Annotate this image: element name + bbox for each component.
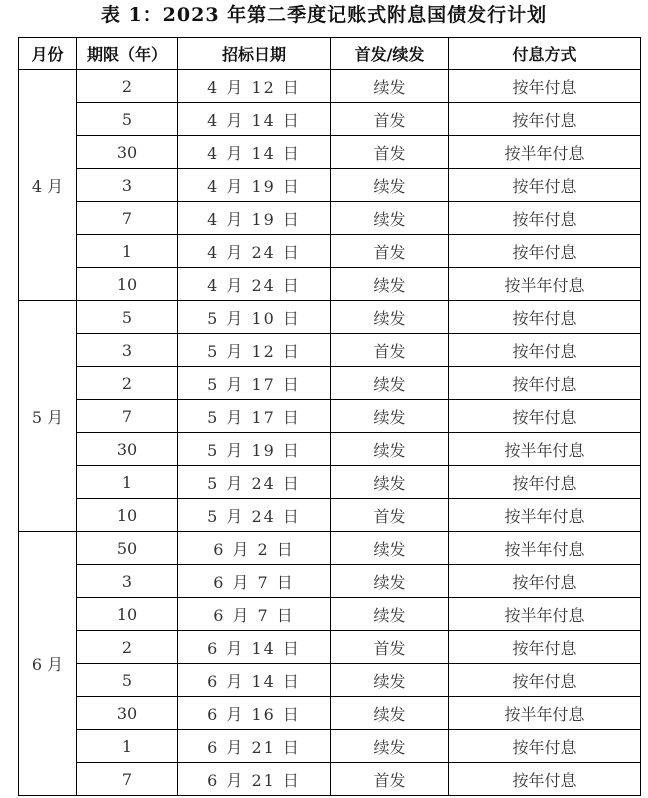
table-row [19,400,641,433]
term-cell: 1 [77,730,178,763]
table-title: 表 1：2023 年第二季度记账式附息国债发行计划 [100,4,548,26]
interest-method-cell: 按年付息 [449,70,641,103]
interest-method-cell: 按年付息 [449,631,641,664]
interest-method-cell: 按年付息 [449,730,641,763]
issue-type-cell: 续发 [331,169,449,202]
interest-method-cell: 按年付息 [449,301,641,334]
interest-method-cell: 按年付息 [449,400,641,433]
auction-date-cell: 5 月 10 日 [178,301,331,334]
interest-method-cell: 按半年付息 [449,433,641,466]
issue-type-cell: 续发 [331,202,449,235]
header-row [19,38,641,70]
table-row [19,202,641,235]
table-row [19,268,641,301]
term-cell: 2 [77,367,178,400]
table-row [19,499,641,532]
interest-method-cell: 按年付息 [449,664,641,697]
term-cell: 2 [77,70,178,103]
interest-method-cell: 按半年付息 [449,268,641,301]
table-row [19,70,641,103]
auction-date-cell: 4 月 12 日 [178,70,331,103]
issue-type-cell: 续发 [331,70,449,103]
auction-date-cell: 5 月 17 日 [178,400,331,433]
issue-type-cell: 续发 [331,664,449,697]
table-row [19,301,641,334]
table-row [19,697,641,730]
issue-type-cell: 续发 [331,268,449,301]
auction-date-cell: 6 月 21 日 [178,763,331,796]
interest-method-cell: 按年付息 [449,235,641,268]
auction-date-cell: 6 月 14 日 [178,631,331,664]
month-cell: 5 月 [19,301,77,532]
month-cell: 4 月 [19,70,77,301]
term-cell: 5 [77,301,178,334]
term-cell: 2 [77,631,178,664]
issue-type-cell: 首发 [331,136,449,169]
auction-date-cell: 6 月 2 日 [178,532,331,565]
interest-method-cell: 按半年付息 [449,532,641,565]
table-row [19,367,641,400]
interest-method-cell: 按年付息 [449,103,641,136]
issue-type-cell: 续发 [331,301,449,334]
table-row [19,103,641,136]
interest-method-cell: 按年付息 [449,565,641,598]
issue-type-cell: 首发 [331,235,449,268]
table-row [19,235,641,268]
term-cell: 3 [77,334,178,367]
issue-type-cell: 续发 [331,730,449,763]
table-row [19,763,641,796]
header-interest-method: 付息方式 [449,38,641,70]
interest-method-cell: 按半年付息 [449,499,641,532]
table-row [19,664,641,697]
interest-method-cell: 按半年付息 [449,697,641,730]
issue-type-cell: 续发 [331,697,449,730]
term-cell: 3 [77,565,178,598]
table-row [19,730,641,763]
issue-type-cell: 续发 [331,367,449,400]
term-cell: 7 [77,202,178,235]
term-cell: 7 [77,763,178,796]
interest-method-cell: 按半年付息 [449,136,641,169]
table-row [19,565,641,598]
auction-date-cell: 6 月 7 日 [178,565,331,598]
issue-type-cell: 首发 [331,499,449,532]
header-term: 期限（年） [77,38,178,70]
bond-issuance-table [18,37,641,796]
table-row [19,136,641,169]
auction-date-cell: 4 月 19 日 [178,169,331,202]
interest-method-cell: 按年付息 [449,367,641,400]
header-month: 月份 [19,38,77,70]
header-auction-date: 招标日期 [178,38,331,70]
table-row [19,334,641,367]
term-cell: 30 [77,433,178,466]
auction-date-cell: 5 月 17 日 [178,367,331,400]
auction-date-cell: 6 月 14 日 [178,664,331,697]
term-cell: 3 [77,169,178,202]
auction-date-cell: 4 月 19 日 [178,202,331,235]
interest-method-cell: 按半年付息 [449,598,641,631]
table-body [19,70,641,796]
term-cell: 10 [77,268,178,301]
auction-date-cell: 5 月 19 日 [178,433,331,466]
issue-type-cell: 续发 [331,400,449,433]
issue-type-cell: 首发 [331,103,449,136]
issue-type-cell: 首发 [331,763,449,796]
term-cell: 10 [77,499,178,532]
term-cell: 5 [77,103,178,136]
table-row [19,631,641,664]
month-cell: 6 月 [19,532,77,796]
issue-type-cell: 续发 [331,565,449,598]
interest-method-cell: 按年付息 [449,763,641,796]
term-cell: 30 [77,136,178,169]
issue-type-cell: 首发 [331,631,449,664]
term-cell: 7 [77,400,178,433]
issue-type-cell: 续发 [331,433,449,466]
table-row [19,532,641,565]
auction-date-cell: 4 月 24 日 [178,268,331,301]
auction-date-cell: 4 月 14 日 [178,103,331,136]
issue-type-cell: 首发 [331,334,449,367]
term-cell: 1 [77,235,178,268]
header-issue-type: 首发/续发 [331,38,449,70]
interest-method-cell: 按年付息 [449,169,641,202]
interest-method-cell: 按年付息 [449,466,641,499]
interest-method-cell: 按年付息 [449,202,641,235]
auction-date-cell: 6 月 7 日 [178,598,331,631]
issue-type-cell: 续发 [331,466,449,499]
term-cell: 30 [77,697,178,730]
table-row [19,598,641,631]
issue-type-cell: 续发 [331,598,449,631]
table-row [19,169,641,202]
table-row [19,466,641,499]
term-cell: 50 [77,532,178,565]
term-cell: 10 [77,598,178,631]
table-row [19,433,641,466]
auction-date-cell: 6 月 16 日 [178,697,331,730]
auction-date-cell: 4 月 14 日 [178,136,331,169]
auction-date-cell: 5 月 24 日 [178,466,331,499]
auction-date-cell: 6 月 21 日 [178,730,331,763]
auction-date-cell: 5 月 24 日 [178,499,331,532]
auction-date-cell: 4 月 24 日 [178,235,331,268]
term-cell: 5 [77,664,178,697]
term-cell: 1 [77,466,178,499]
auction-date-cell: 5 月 12 日 [178,334,331,367]
interest-method-cell: 按年付息 [449,334,641,367]
issue-type-cell: 续发 [331,532,449,565]
